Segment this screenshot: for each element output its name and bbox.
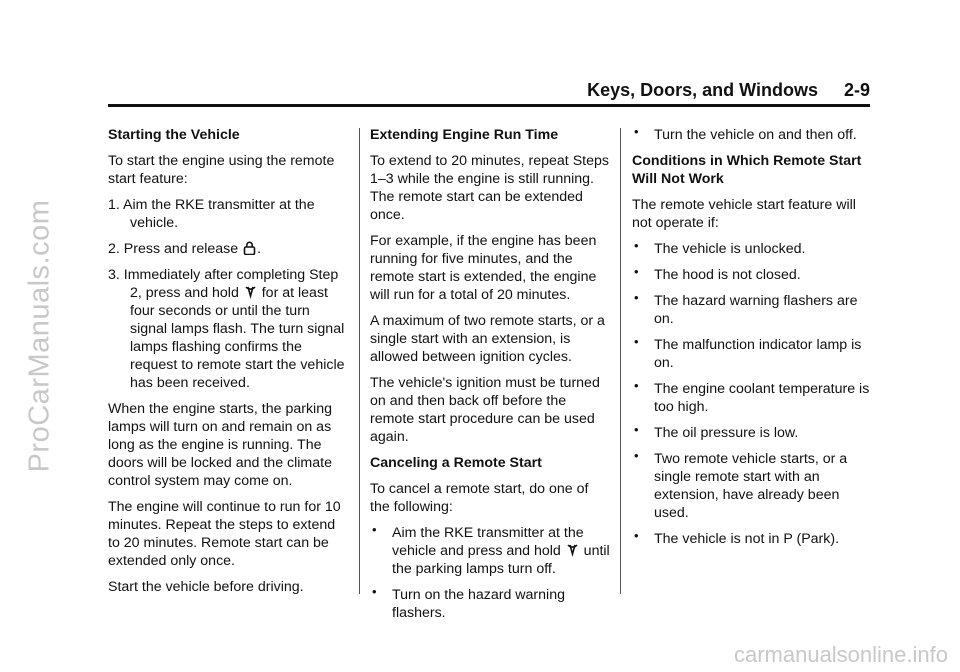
paragraph: To extend to 20 minutes, repeat Steps 1–3 while the engine is still running. The remote start can be extended once. <box>370 153 609 223</box>
column-divider <box>359 128 360 594</box>
bullet: • <box>634 238 639 253</box>
list-item <box>370 586 610 622</box>
section-title: Keys, Doors, and Windows <box>587 80 818 100</box>
paragraph: A maximum of two remote starts, or a single start with an extension, is allowed between ignition cycles. <box>370 313 605 365</box>
bullet: • <box>634 334 639 349</box>
heading-canceling-remote-start: Canceling a Remote Start <box>370 455 542 471</box>
step-2 <box>108 240 348 258</box>
paragraph: To start the engine using the remote start feature: <box>108 153 335 187</box>
list-item <box>370 524 610 578</box>
column-divider <box>620 128 621 594</box>
list-item-text: The vehicle is not in P (Park). <box>654 531 840 547</box>
step-2-end: . <box>257 241 262 257</box>
header-rule <box>108 104 870 107</box>
list-item <box>632 126 870 144</box>
lock-icon <box>243 241 256 255</box>
side-watermark: ProCarManuals.com <box>23 199 56 473</box>
heading-starting-vehicle: Starting the Vehicle <box>108 127 240 143</box>
step-3-text-end: for at least four seconds or until the turn signal lamps flash. The turn signal lamps flashing confirms the request to remote start the vehicle has been received. <box>130 285 345 391</box>
list-item-text: The engine coolant temperature is too high. <box>654 381 870 415</box>
list-item <box>632 336 870 372</box>
paragraph: When the engine starts, the parking lamps will turn on and remain on as long as the engine is running. The doors will be locked and the climate control system may come on. <box>108 401 332 489</box>
column-2 <box>370 126 610 630</box>
step-2-text: 2. Press and release <box>108 241 243 257</box>
paragraph: The vehicle's ignition must be turned on and then back off before the remote start procedure can be used again. <box>370 375 600 445</box>
bullet: • <box>372 522 377 537</box>
bullet: • <box>634 264 639 279</box>
conditions-list <box>632 240 870 548</box>
list-item-text: Two remote vehicle starts, or a single remote start with an extension, have already been used. <box>654 451 848 521</box>
paragraph: For example, if the engine has been running for five minutes, and the remote start is extended, the engine will run for a total of 20 minutes. <box>370 233 597 303</box>
bullet: • <box>634 124 639 139</box>
heading-conditions-not-work: Conditions in Which Remote Start Will Not Work <box>632 153 862 187</box>
bullet: • <box>634 290 639 305</box>
list-item-text: The vehicle is unlocked. <box>654 241 806 257</box>
list-item <box>632 240 870 258</box>
list-item <box>632 450 870 522</box>
page-number: 2-9 <box>843 80 870 100</box>
list-item-text: Aim the RKE transmitter at the vehicle and press and hold <box>392 525 584 559</box>
step-1: 1. Aim the RKE transmitter at the vehicle. <box>108 197 315 231</box>
list-item-text: Turn on the hazard warning flashers. <box>392 587 565 621</box>
list-item-text: Turn the vehicle on and then off. <box>654 127 857 143</box>
list-item-text: The hood is not closed. <box>654 267 801 283</box>
list-item-text: The malfunction indicator lamp is on. <box>654 337 862 371</box>
bullet: • <box>634 378 639 393</box>
bottom-watermark: carmanualsonline.info <box>733 642 948 667</box>
list-item-text: The hazard warning flashers are on. <box>654 293 858 327</box>
remote-start-icon <box>244 285 257 299</box>
list-item <box>632 266 870 284</box>
bullet: • <box>372 584 377 599</box>
paragraph: To cancel a remote start, do one of the following: <box>370 481 589 515</box>
paragraph: The remote vehicle start feature will not operate if: <box>632 197 856 231</box>
heading-extending-run-time: Extending Engine Run Time <box>370 127 559 143</box>
list-item <box>632 424 870 442</box>
paragraph: Start the vehicle before driving. <box>108 579 304 595</box>
list-item-text-end: until the parking lamps turn off. <box>392 543 610 577</box>
step-3-text: 3. Immediately after completing Step 2, press and hold <box>108 267 339 301</box>
step-3 <box>108 266 348 392</box>
bullet: • <box>634 448 639 463</box>
list-item <box>632 530 870 548</box>
remote-start-icon <box>566 543 579 557</box>
paragraph: The engine will continue to run for 10 minutes. Repeat the steps to extend to 20 minutes. Remote start can be extended only once. <box>108 499 341 569</box>
list-item <box>632 380 870 416</box>
column-3 <box>632 126 870 556</box>
bullet: • <box>634 528 639 543</box>
bullet: • <box>634 422 639 437</box>
list-item <box>632 292 870 328</box>
page-header <box>108 80 870 104</box>
column-1 <box>108 126 348 604</box>
list-item-text: The oil pressure is low. <box>654 425 799 441</box>
